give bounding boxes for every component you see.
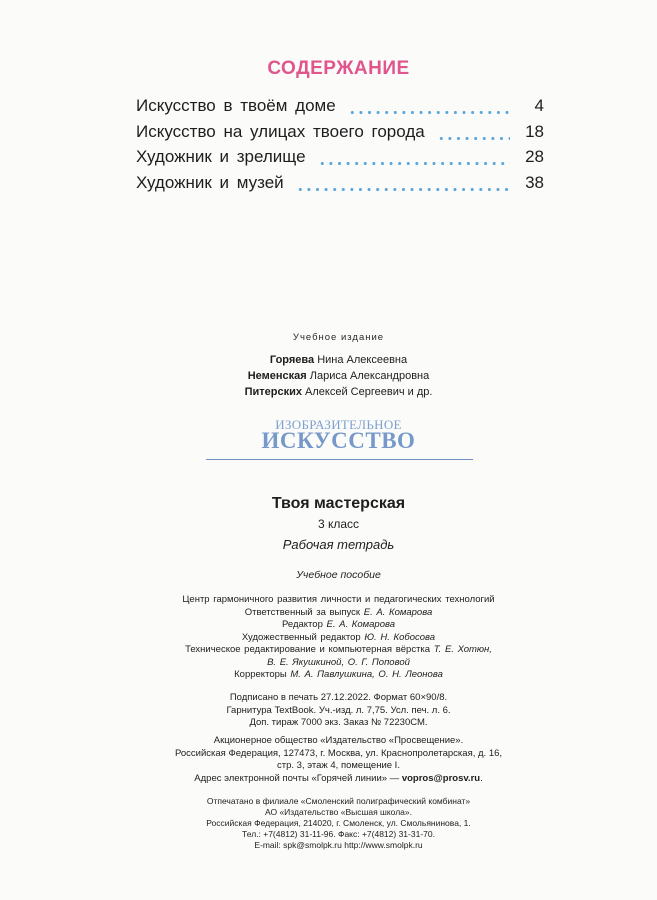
credit-line	[0, 632, 657, 645]
publisher-info	[0, 735, 657, 773]
toc-item-page: 4	[534, 96, 544, 115]
author-name: Нина Алексеевна	[317, 354, 408, 366]
credit-line	[0, 657, 657, 670]
toc-item-label: Художник и музей	[136, 172, 284, 192]
toc-item[interactable]	[136, 147, 544, 173]
credit-person: М. А. Павлушкина, О. Н. Леонова	[290, 669, 443, 680]
printer-line: Российская Федерация, 214020, г. Смоленск, ул. Смольянинова, 1.	[206, 818, 471, 828]
hotline-email	[0, 773, 657, 784]
print-line: Гарнитура TextBook. Уч.-изд. л. 7,75. Усл. печ. л. 6.	[226, 704, 451, 716]
publisher-line: Российская Федерация, 127473, г. Москва, ул. Краснопролетарская, д. 16,	[174, 747, 503, 759]
printer-line: Отпечатано в филиале «Смоленский полиграфический комбинат»	[206, 796, 471, 806]
toc-item-label: Искусство в твоём доме	[136, 96, 336, 115]
email-address[interactable]: vopros@prosv.ru	[401, 773, 481, 784]
credit-person: Ю. Н. Кобосова	[364, 631, 436, 643]
credit-role: Корректоры	[234, 669, 287, 680]
toc-item[interactable]	[136, 96, 544, 122]
series-logo-underline	[206, 459, 473, 460]
toc-leader-dots	[437, 137, 510, 140]
printer-line: E-mail: spk@smolpk.ru http://www.smolpk.ru	[254, 840, 423, 850]
credit-role: Редактор	[281, 619, 323, 630]
publisher-line: Акционерное общество «Издательство «Просвещение».	[213, 735, 464, 746]
author-line	[0, 368, 657, 384]
author-line	[0, 384, 657, 400]
author-name: Лариса Александровна	[309, 370, 430, 382]
credit-person: Е. А. Комарова	[363, 606, 433, 618]
print-line: Доп. тираж 7000 экз. Заказ № 72230СМ.	[249, 717, 428, 728]
toc-title: СОДЕРЖАНИЕ	[267, 58, 410, 79]
toc-item-label: Искусство на улицах твоего города	[136, 121, 425, 141]
author-surname: Горяева	[269, 354, 315, 366]
toc-item[interactable]	[136, 173, 544, 199]
toc-item-label: Художник и зрелище	[136, 147, 306, 166]
toc-item[interactable]	[136, 122, 544, 148]
credit-role: Художественный редактор	[241, 631, 361, 643]
table-of-contents	[136, 96, 544, 198]
credit-line	[0, 669, 657, 682]
credit-role: Техническое редактирование и компьютерная вёрстка	[185, 644, 431, 655]
toc-item-page: 18	[525, 121, 544, 141]
author-surname: Питерских	[244, 386, 302, 398]
book-title: Твоя мастерская	[271, 495, 406, 512]
series-logo-top: ИЗОБРАЗИТЕЛЬНОЕ	[275, 417, 402, 432]
grade: 3 класс	[317, 517, 360, 531]
printer-line: АО «Издательство «Высшая школа».	[264, 807, 412, 817]
email-suffix: .	[480, 773, 483, 784]
toc-item-page: 28	[525, 147, 544, 166]
series-logo-bottom: ИСКУССТВО	[261, 428, 416, 453]
edition-type: Учебное издание	[292, 332, 385, 343]
credit-line	[0, 607, 657, 620]
credit-line	[0, 619, 657, 632]
author-line	[0, 352, 657, 368]
center-line: Центр гармоничного развития личности и педагогических технологий	[182, 594, 495, 605]
author-surname: Неменская	[247, 370, 307, 382]
toc-leader-dots	[296, 188, 510, 191]
credit-role: Ответственный за выпуск	[244, 606, 361, 618]
print-line: Подписано в печать 27.12.2022. Формат 60×90/8.	[229, 692, 448, 703]
author-name: Алексей Сергеевич и др.	[305, 386, 433, 398]
book-subtitle: Рабочая тетрадь	[282, 537, 395, 552]
authors-block	[0, 352, 657, 400]
credits-block	[0, 594, 657, 682]
toc-item-page: 38	[525, 172, 544, 192]
toc-leader-dots	[318, 162, 510, 165]
credit-line	[0, 644, 657, 657]
email-prefix: Адрес электронной почты «Горячей линии» —	[194, 773, 400, 784]
printer-line: Тел.: +7(4812) 31-11-96. Факс: +7(4812) 31-31-70.	[242, 829, 435, 839]
print-info	[0, 692, 657, 730]
publisher-line: стр. 3, этаж 4, помещение I.	[277, 760, 400, 771]
credit-person: В. Е. Якушкиной, О. Г. Поповой	[267, 656, 410, 668]
credit-person: Е. А. Комарова	[326, 619, 396, 630]
toc-leader-dots	[348, 111, 510, 114]
credit-person: Т. Е. Хотюн,	[433, 644, 492, 655]
printer-info	[0, 796, 657, 851]
manual-type: Учебное пособие	[296, 569, 381, 581]
